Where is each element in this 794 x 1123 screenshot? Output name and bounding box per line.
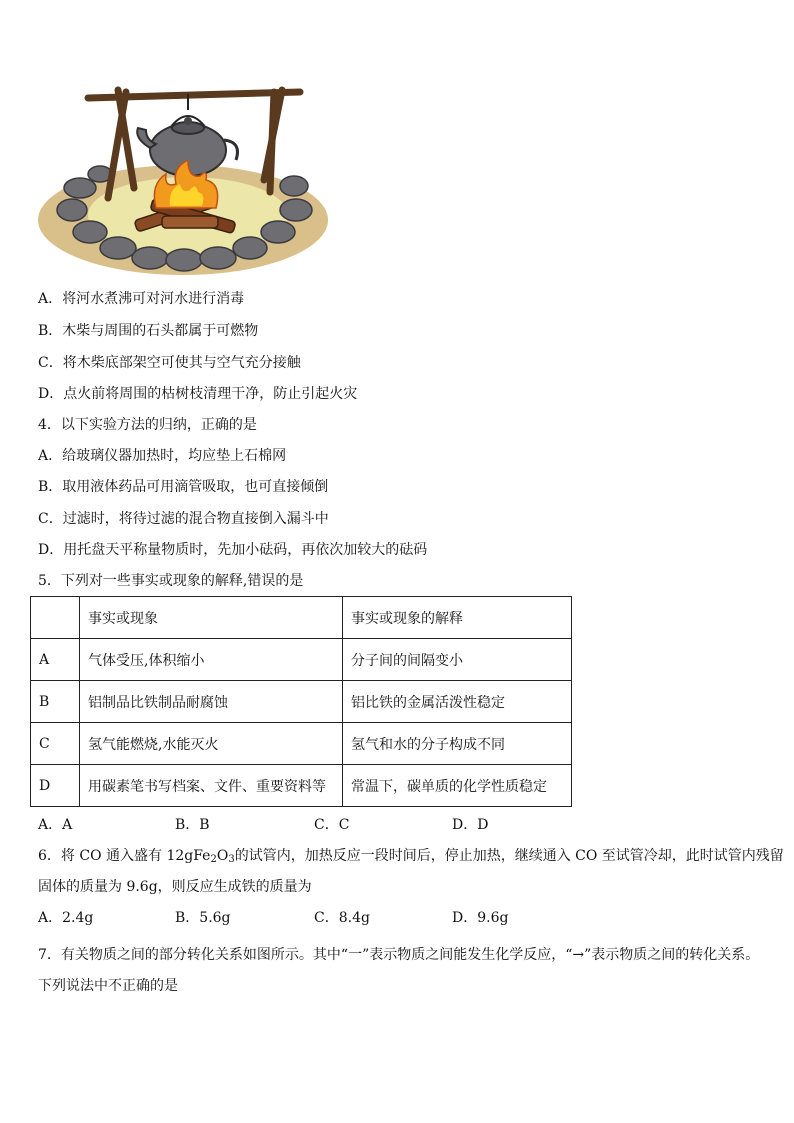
table-cell: B <box>31 681 80 723</box>
q3-option-a: A．将河水煮沸可对河水进行消毒 <box>38 291 245 307</box>
q6-option-a: A．2.4g <box>38 910 94 926</box>
table-cell: 分子间的间隔变小 <box>343 639 572 681</box>
q6-stem-part: 的试管内，加热反应一段时间后，停止加热，继续通入 CO 至试管冷却，此时试管内残留 <box>234 848 784 864</box>
q6-option-c: C．8.4g <box>314 910 370 926</box>
table-row <box>31 765 572 807</box>
q6-stem-line2: 固体的质量为 9.6g，则反应生成铁的质量为 <box>38 879 312 895</box>
q5-stem: 5．下列对一些事实或现象的解释,错误的是 <box>38 573 304 589</box>
campfire-kettle-illustration <box>38 80 328 278</box>
table-row <box>31 723 572 765</box>
q5-option-a: A．A <box>38 817 73 833</box>
table-cell: 铝制品比铁制品耐腐蚀 <box>80 681 343 723</box>
table-cell: 气体受压,体积缩小 <box>80 639 343 681</box>
q6-stem-line1 <box>38 847 784 865</box>
table-cell: C <box>31 723 80 765</box>
q4-option-c: C．过滤时，将待过滤的混合物直接倒入漏斗中 <box>38 511 329 527</box>
table-cell: 氢气能燃烧,水能灭火 <box>80 723 343 765</box>
table-cell: D <box>31 765 80 807</box>
q5-option-b: B．B <box>175 817 210 833</box>
subscript: 2 <box>210 854 217 865</box>
q3-option-d: D．点火前将周围的枯树枝清理干净，防止引起火灾 <box>38 386 358 402</box>
table-cell: 常温下，碳单质的化学性质稳定 <box>343 765 572 807</box>
table-header-row <box>31 597 572 639</box>
q7-stem: 7．有关物质之间的部分转化关系如图所示。其中“一”表示物质之间能发生化学反应，“→”表示物质之间的转化关系。下列说法中不正确的是 <box>38 947 760 994</box>
subscript: 3 <box>228 854 235 865</box>
table-cell <box>31 597 80 639</box>
q5-option-c: C．C <box>314 817 350 833</box>
q4-option-b: B．取用液体药品可用滴管吸取，也可直接倾倒 <box>38 479 329 495</box>
q6-option-b: B．5.6g <box>175 910 231 926</box>
table-cell: 事实或现象的解释 <box>343 597 572 639</box>
q6-option-d: D．9.6g <box>452 910 509 926</box>
table-row <box>31 639 572 681</box>
q5-table <box>30 596 572 807</box>
q5-option-d: D．D <box>452 817 489 833</box>
q4-option-d: D．用托盘天平称量物质时，先加小砝码，再依次加较大的砝码 <box>38 542 428 558</box>
table-cell: A <box>31 639 80 681</box>
table-cell: 用碳素笔书写档案、文件、重要资料等 <box>80 765 343 807</box>
table-cell: 氢气和水的分子构成不同 <box>343 723 572 765</box>
q6-stem-part: O <box>216 848 229 864</box>
table-cell: 铝比铁的金属活泼性稳定 <box>343 681 572 723</box>
q3-option-c: C．将木柴底部架空可使其与空气充分接触 <box>38 355 301 371</box>
table-row <box>31 681 572 723</box>
q3-option-b: B．木柴与周围的石头都属于可燃物 <box>38 323 259 339</box>
q6-stem-part: 6．将 CO 通入盛有 12gFe <box>38 848 211 864</box>
q4-stem: 4．以下实验方法的归纳，正确的是 <box>38 417 257 433</box>
table-cell: 事实或现象 <box>80 597 343 639</box>
q4-option-a: A．给玻璃仪器加热时，均应垫上石棉网 <box>38 448 287 464</box>
